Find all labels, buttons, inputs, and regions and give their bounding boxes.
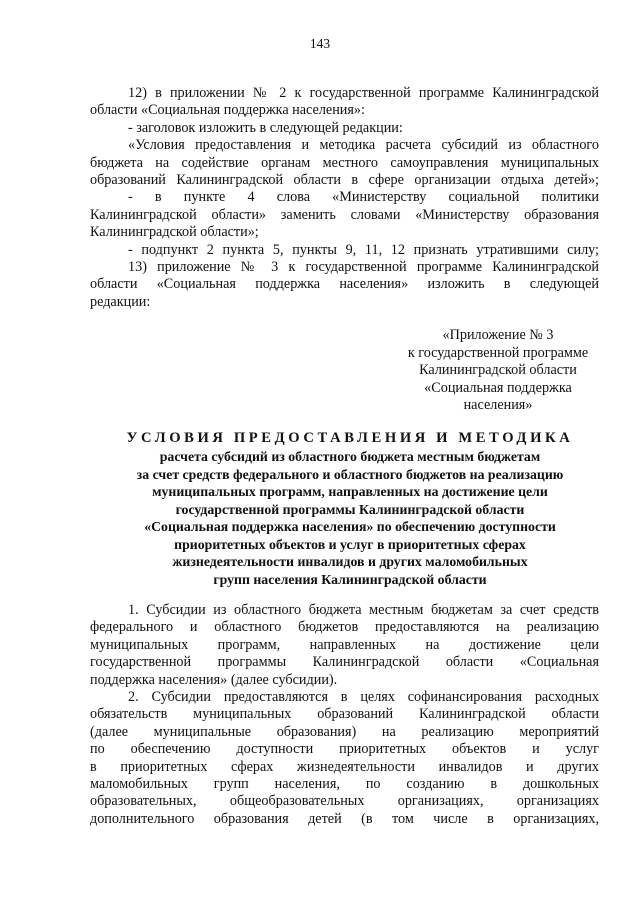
appendix-line: Калининградской области xyxy=(419,362,577,379)
page-number: 143 xyxy=(309,36,331,51)
heading-subtitle-line: государственной программы Калининградской области xyxy=(175,501,525,517)
appendix-line: населения» xyxy=(463,397,533,414)
text-line: - заголовок изложить в следующей редакции: xyxy=(128,119,403,136)
text-line: области «Социальная поддержка населения»: xyxy=(90,102,365,119)
paragraph-1 xyxy=(90,602,599,689)
paragraph-2 xyxy=(90,689,599,828)
text-line: маломобильных групп населения, по созданию в дошкольных xyxy=(90,775,599,792)
text-line: федерального и областного бюджетов предоставляются на реализацию xyxy=(90,619,599,636)
appendix-line: «Приложение № 3 xyxy=(442,327,554,343)
text-line: - подпункт 2 пункта 5, пункты 9, 11, 12 признать утратившими силу; xyxy=(128,241,599,258)
text-line: в приоритетных сферах жизнедеятельности инвалидов и других xyxy=(90,758,599,775)
text-line: Калининградской области» заменить словами «Министерству образования xyxy=(90,206,599,223)
text-line: Калининградской области»; xyxy=(90,224,259,241)
heading-subtitle-line: «Социальная поддержка населения» по обеспечению доступности xyxy=(144,519,556,534)
heading-subtitle-line: муниципальных программ, направленных на достижение цели xyxy=(152,484,548,499)
text-line: 2. Субсидии предоставляются в целях софинансирования расходных xyxy=(128,689,599,705)
text-line: образовательных, общеобразовательных организациях, организациях xyxy=(90,793,599,810)
text-line: «Условия предоставления и методика расчета субсидий из областного xyxy=(128,137,599,154)
heading-subtitle-line: жизнедеятельности инвалидов и других маломобильных xyxy=(172,554,528,569)
text-line: образований Калининградской области в сфере организации отдыха детей»; xyxy=(90,171,599,188)
text-line: (далее муниципальные образования) на реализацию мероприятий xyxy=(90,723,599,740)
heading-subtitle-line: расчета субсидий из областного бюджета местным бюджетам xyxy=(159,449,541,464)
text-line: муниципальных программ, направленных на достижение цели xyxy=(90,636,599,653)
heading-title: УСЛОВИЯ ПРЕДОСТАВЛЕНИЯ И МЕТОДИКА xyxy=(126,430,574,446)
text-line: 12) в приложении № 2 к государственной программе Калининградской xyxy=(128,85,599,101)
heading-subtitle-line: за счет средств федерального и областного бюджетов на реализацию xyxy=(136,466,564,482)
text-line: дополнительного образования детей (в том числе в организациях, xyxy=(90,810,599,827)
text-line: обязательств муниципальных образований Калининградской области xyxy=(90,706,599,723)
amendment-text xyxy=(90,85,599,311)
text-line: 13) приложение № 3 к государственной программе Калининградской xyxy=(128,258,599,275)
appendix-line: к государственной программе xyxy=(407,344,589,361)
document-heading xyxy=(90,428,610,588)
appendix-reference xyxy=(398,327,598,415)
text-line: области «Социальная поддержка населения» изложить в следующей xyxy=(90,276,599,293)
text-line: по обеспечению доступности приоритетных объектов и услуг xyxy=(90,741,599,758)
text-line: - в пункте 4 слова «Министерству социальной политики xyxy=(128,189,599,206)
text-line: 1. Субсидии из областного бюджета местным бюджетам за счет средств xyxy=(128,602,599,618)
heading-subtitle-line: приоритетных объектов и услуг в приоритетных сферах xyxy=(174,536,526,552)
text-line: поддержка населения» (далее субсидии). xyxy=(90,671,338,688)
text-line: государственной программы Калининградской области «Социальная xyxy=(90,654,599,671)
heading-subtitle-line: групп населения Калининградской области xyxy=(213,571,487,587)
text-line: редакции: xyxy=(90,293,151,310)
text-line: бюджета на содействие органам местного самоуправления муниципальных xyxy=(90,154,599,171)
appendix-line: «Социальная поддержка xyxy=(424,379,572,396)
